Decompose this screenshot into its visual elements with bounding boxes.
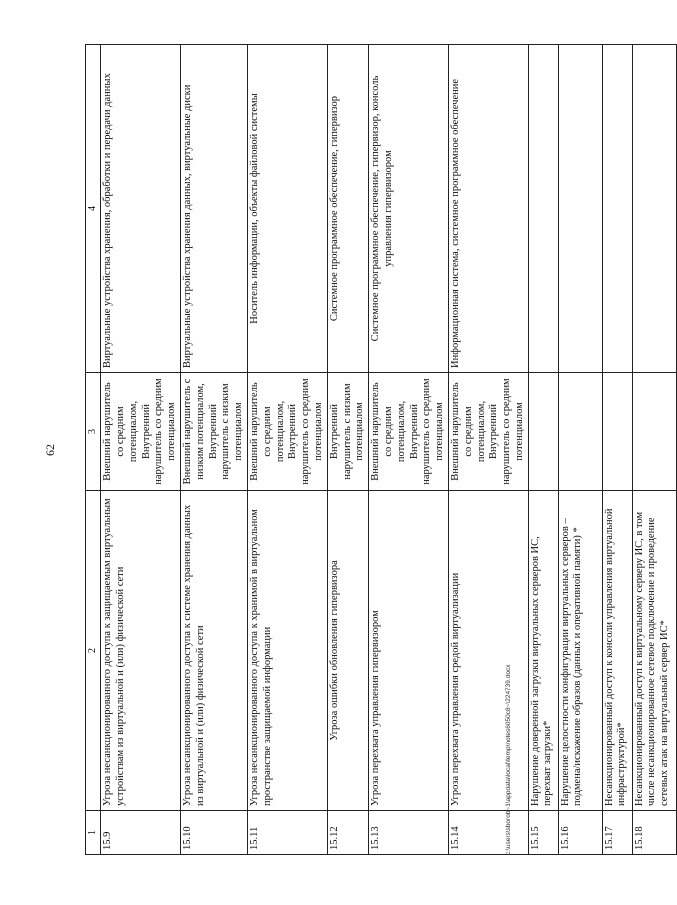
threat-object bbox=[632, 45, 676, 373]
violator-type: Внешний нарушитель с низким потенциалом, Внутренний нарушитель с низким потенциалом bbox=[180, 373, 247, 491]
row-number: 15.13 bbox=[369, 811, 449, 855]
threat-object bbox=[602, 45, 632, 373]
threat-name: Угроза ошибки обновления гипервизора bbox=[327, 491, 368, 811]
column-header-1: 1 bbox=[86, 811, 101, 855]
threats-table bbox=[85, 44, 677, 855]
row-number: 15.12 bbox=[327, 811, 368, 855]
violator-type: Внешний нарушитель со средним потенциалом, Внутренний нарушитель со средним потенциалом bbox=[448, 373, 528, 491]
threat-object: Виртуальные устройства хранения данных, виртуальные диски bbox=[180, 45, 247, 373]
violator-type bbox=[602, 373, 632, 491]
threat-object: Системное программное обеспечение, гипервизор, консоль управления гипервизором bbox=[369, 45, 449, 373]
table-row bbox=[602, 45, 632, 855]
column-header-2: 2 bbox=[86, 491, 101, 811]
threat-name: Угроза несанкционированного доступа к системе хранения данных из виртуальной и (или) физической сети bbox=[180, 491, 247, 811]
document-file-path: c:\users\sborob~1\appdata\local\temp\notes6050c8~\224739.docx bbox=[505, 664, 512, 855]
violator-type: Внешний нарушитель со средним потенциалом, Внутренний нарушитель со средним потенциалом bbox=[247, 373, 327, 491]
threat-name: Угроза перехвата управления гипервизором bbox=[369, 491, 449, 811]
table-row bbox=[448, 45, 528, 855]
row-number: 15.11 bbox=[247, 811, 327, 855]
table-row bbox=[632, 45, 676, 855]
violator-type bbox=[528, 373, 558, 491]
violator-type: Внешний нарушитель со средним потенциалом, Внутренний нарушитель со средним потенциалом bbox=[369, 373, 449, 491]
violator-type: Внутренний нарушитель с низким потенциалом bbox=[327, 373, 368, 491]
row-number: 15.14 bbox=[448, 811, 528, 855]
threat-name: Нарушение доверенной загрузки виртуальных серверов ИС, перехват загрузки* bbox=[528, 491, 558, 811]
threat-name: Угроза несанкционированного доступа к хранимой в виртуальном пространстве защищаемой информации bbox=[247, 491, 327, 811]
table-row bbox=[558, 45, 602, 855]
rotated-page bbox=[43, 45, 671, 855]
table-row bbox=[528, 45, 558, 855]
threat-name: Угроза несанкционированного доступа к защищаемым виртуальным устройствам из виртуальной и (или) физической сети bbox=[101, 491, 181, 811]
row-number: 15.18 bbox=[632, 811, 676, 855]
page-number: 62 bbox=[43, 444, 57, 456]
table-row bbox=[369, 45, 449, 855]
table-row bbox=[247, 45, 327, 855]
row-number: 15.15 bbox=[528, 811, 558, 855]
column-header-4: 4 bbox=[86, 45, 101, 373]
row-number: 15.10 bbox=[180, 811, 247, 855]
violator-type: Внешний нарушитель со средним потенциалом, Внутренний нарушитель со средним потенциалом bbox=[101, 373, 181, 491]
threat-object: Информационная система, системное программное обеспечение bbox=[448, 45, 528, 373]
threat-object: Носитель информации, объекты файловой системы bbox=[247, 45, 327, 373]
row-number: 15.16 bbox=[558, 811, 602, 855]
threat-name: Угроза перехвата управления средой виртуализации bbox=[448, 491, 528, 811]
threat-object bbox=[558, 45, 602, 373]
violator-type bbox=[632, 373, 676, 491]
column-header-3: 3 bbox=[86, 373, 101, 491]
table-row bbox=[101, 45, 181, 855]
threat-name: Нарушение целостности конфигурации виртуальных серверов – подмена/искажение образов (данных и оперативной памяти) * bbox=[558, 491, 602, 811]
row-number: 15.17 bbox=[602, 811, 632, 855]
table-row bbox=[327, 45, 368, 855]
violator-type bbox=[558, 373, 602, 491]
table-header-row bbox=[86, 45, 101, 855]
table-row bbox=[180, 45, 247, 855]
threat-name: Несанкционированный доступ к консоли управления виртуальной инфраструктурой* bbox=[602, 491, 632, 811]
threat-object: Виртуальные устройства хранения, обработки и передачи данных bbox=[101, 45, 181, 373]
row-number: 15.9 bbox=[101, 811, 181, 855]
threat-name: Несанкционированный доступ к виртуальному серверу ИС, в том числе несанкционированное сетевое подключение и проведение сетевых атак на виртуальный сервер ИС* bbox=[632, 491, 676, 811]
threat-object: Системное программное обеспечение, гипервизор bbox=[327, 45, 368, 373]
threat-object bbox=[528, 45, 558, 373]
